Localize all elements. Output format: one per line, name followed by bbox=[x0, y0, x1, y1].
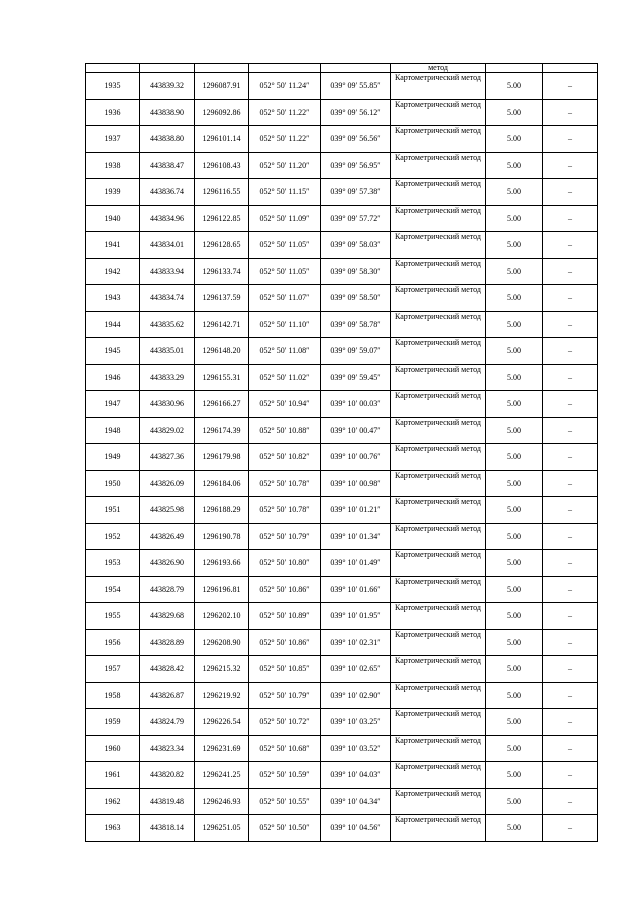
cell-y: 1296148.20 bbox=[195, 338, 249, 365]
cell-accuracy: 5.00 bbox=[486, 576, 543, 603]
cell-latitude: 052° 50′ 11.02″ bbox=[249, 364, 321, 391]
cell-note: – bbox=[543, 258, 598, 285]
cell-accuracy: 5.00 bbox=[486, 285, 543, 312]
cell-point-number: 1941 bbox=[86, 232, 140, 259]
cell-y: 1296215.32 bbox=[195, 656, 249, 683]
cell-note: – bbox=[543, 735, 598, 762]
cell-method: Картометрический метод bbox=[391, 682, 486, 709]
cell-y: 1296246.93 bbox=[195, 788, 249, 815]
cell-accuracy: 5.00 bbox=[486, 338, 543, 365]
cell-note: – bbox=[543, 682, 598, 709]
cell-accuracy: 5.00 bbox=[486, 391, 543, 418]
cell-x: 443838.80 bbox=[140, 126, 195, 153]
cell-accuracy: 5.00 bbox=[486, 470, 543, 497]
cell-method: Картометрический метод bbox=[391, 735, 486, 762]
cell-accuracy: 5.00 bbox=[486, 762, 543, 789]
table-row bbox=[86, 126, 598, 153]
cell-x: 443824.79 bbox=[140, 709, 195, 736]
cell-point-number: 1951 bbox=[86, 497, 140, 524]
cell-y: 1296226.54 bbox=[195, 709, 249, 736]
cell-latitude: 052° 50′ 10.89″ bbox=[249, 603, 321, 630]
cell-latitude: 052° 50′ 10.86″ bbox=[249, 629, 321, 656]
cell-accuracy: 5.00 bbox=[486, 152, 543, 179]
cell-longitude: 039° 10′ 04.56″ bbox=[321, 815, 391, 842]
cell-x: 443826.90 bbox=[140, 550, 195, 577]
cell-y: 1296241.25 bbox=[195, 762, 249, 789]
cell-latitude: 052° 50′ 10.59″ bbox=[249, 762, 321, 789]
cell-point-number: 1963 bbox=[86, 815, 140, 842]
cell-method: Картометрический метод bbox=[391, 762, 486, 789]
cell-x: 443838.47 bbox=[140, 152, 195, 179]
cell-point-number: 1958 bbox=[86, 682, 140, 709]
cell-note: – bbox=[543, 762, 598, 789]
cell-y: 1296155.31 bbox=[195, 364, 249, 391]
cell-longitude: 039° 09′ 56.95″ bbox=[321, 152, 391, 179]
cell-method: Картометрический метод bbox=[391, 815, 486, 842]
cell-point-number: 1956 bbox=[86, 629, 140, 656]
cell-latitude: 052° 50′ 10.79″ bbox=[249, 682, 321, 709]
cell-longitude: 039° 09′ 56.56″ bbox=[321, 126, 391, 153]
cell-latitude: 052° 50′ 10.72″ bbox=[249, 709, 321, 736]
cell-latitude: 052° 50′ 11.22″ bbox=[249, 99, 321, 126]
cell-latitude: 052° 50′ 10.78″ bbox=[249, 470, 321, 497]
cell-point-number: 1943 bbox=[86, 285, 140, 312]
cell-y: 1296219.92 bbox=[195, 682, 249, 709]
cell-note: – bbox=[543, 523, 598, 550]
cell-latitude: 052° 50′ 10.78″ bbox=[249, 497, 321, 524]
table-row bbox=[86, 311, 598, 338]
cell-method: Картометрический метод bbox=[391, 523, 486, 550]
table-row bbox=[86, 179, 598, 206]
cell-longitude: 039° 10′ 04.03″ bbox=[321, 762, 391, 789]
cell-x: 443835.01 bbox=[140, 338, 195, 365]
table-row bbox=[86, 762, 598, 789]
cell-method: Картометрический метод bbox=[391, 444, 486, 471]
cell-longitude: 039° 09′ 58.03″ bbox=[321, 232, 391, 259]
cell-accuracy: 5.00 bbox=[486, 550, 543, 577]
table-row bbox=[86, 576, 598, 603]
cell-longitude: 039° 09′ 58.30″ bbox=[321, 258, 391, 285]
cell-method: Картометрический метод bbox=[391, 656, 486, 683]
table-row bbox=[86, 550, 598, 577]
cell-point-number: 1945 bbox=[86, 338, 140, 365]
cell-longitude: 039° 09′ 58.50″ bbox=[321, 285, 391, 312]
cell-point-number: 1960 bbox=[86, 735, 140, 762]
cell-note: – bbox=[543, 364, 598, 391]
cell-latitude: 052° 50′ 10.68″ bbox=[249, 735, 321, 762]
cell-accuracy: 5.00 bbox=[486, 815, 543, 842]
cell-longitude: 039° 09′ 59.07″ bbox=[321, 338, 391, 365]
cell-x: 443819.48 bbox=[140, 788, 195, 815]
cell-y: 1296087.91 bbox=[195, 73, 249, 100]
table-row bbox=[86, 417, 598, 444]
cell-note: – bbox=[543, 788, 598, 815]
cell-y: 1296142.71 bbox=[195, 311, 249, 338]
cell-y: 1296184.06 bbox=[195, 470, 249, 497]
cell-x: 443833.29 bbox=[140, 364, 195, 391]
cell-latitude: 052° 50′ 11.15″ bbox=[249, 179, 321, 206]
cell-method: Картометрический метод bbox=[391, 205, 486, 232]
cell-x: 443838.90 bbox=[140, 99, 195, 126]
cell-accuracy: 5.00 bbox=[486, 629, 543, 656]
cell-latitude: 052° 50′ 10.88″ bbox=[249, 417, 321, 444]
cell-longitude: 039° 09′ 58.78″ bbox=[321, 311, 391, 338]
cell-latitude: 052° 50′ 10.82″ bbox=[249, 444, 321, 471]
cell-note: – bbox=[543, 815, 598, 842]
cell-method: Картометрический метод bbox=[391, 152, 486, 179]
cell-y: 1296179.98 bbox=[195, 444, 249, 471]
cell-note: – bbox=[543, 73, 598, 100]
cell-latitude: 052° 50′ 11.05″ bbox=[249, 232, 321, 259]
cell-point-number: 1937 bbox=[86, 126, 140, 153]
cell-point-number: 1935 bbox=[86, 73, 140, 100]
cell-y: 1296166.27 bbox=[195, 391, 249, 418]
cell-latitude: 052° 50′ 11.07″ bbox=[249, 285, 321, 312]
continuation-row bbox=[86, 64, 598, 73]
cell-longitude: 039° 10′ 03.52″ bbox=[321, 735, 391, 762]
cell-longitude bbox=[321, 64, 391, 73]
cell-y: 1296193.66 bbox=[195, 550, 249, 577]
cell-note: – bbox=[543, 338, 598, 365]
cell-y: 1296174.39 bbox=[195, 417, 249, 444]
cell-accuracy: 5.00 bbox=[486, 656, 543, 683]
table-row bbox=[86, 682, 598, 709]
cell-note: – bbox=[543, 576, 598, 603]
cell-point-number bbox=[86, 64, 140, 73]
table-row bbox=[86, 391, 598, 418]
cell-method: Картометрический метод bbox=[391, 417, 486, 444]
cell-accuracy: 5.00 bbox=[486, 126, 543, 153]
cell-x: 443830.96 bbox=[140, 391, 195, 418]
cell-point-number: 1936 bbox=[86, 99, 140, 126]
cell-y: 1296101.14 bbox=[195, 126, 249, 153]
cell-longitude: 039° 09′ 56.12″ bbox=[321, 99, 391, 126]
cell-accuracy: 5.00 bbox=[486, 232, 543, 259]
cell-longitude: 039° 10′ 01.95″ bbox=[321, 603, 391, 630]
cell-accuracy: 5.00 bbox=[486, 709, 543, 736]
cell-x: 443827.36 bbox=[140, 444, 195, 471]
table-row bbox=[86, 364, 598, 391]
cell-latitude: 052° 50′ 10.94″ bbox=[249, 391, 321, 418]
cell-point-number: 1949 bbox=[86, 444, 140, 471]
cell-point-number: 1942 bbox=[86, 258, 140, 285]
cell-method: Картометрический метод bbox=[391, 470, 486, 497]
cell-accuracy: 5.00 bbox=[486, 788, 543, 815]
cell-method: Картометрический метод bbox=[391, 338, 486, 365]
cell-y: 1296122.85 bbox=[195, 205, 249, 232]
cell-x: 443839.32 bbox=[140, 73, 195, 100]
cell-point-number: 1954 bbox=[86, 576, 140, 603]
table-row bbox=[86, 258, 598, 285]
cell-latitude: 052° 50′ 10.86″ bbox=[249, 576, 321, 603]
cell-point-number: 1955 bbox=[86, 603, 140, 630]
cell-latitude: 052° 50′ 11.05″ bbox=[249, 258, 321, 285]
cell-note: – bbox=[543, 470, 598, 497]
cell-longitude: 039° 10′ 00.76″ bbox=[321, 444, 391, 471]
cell-longitude: 039° 10′ 01.34″ bbox=[321, 523, 391, 550]
table-row bbox=[86, 444, 598, 471]
cell-accuracy: 5.00 bbox=[486, 523, 543, 550]
cell-point-number: 1940 bbox=[86, 205, 140, 232]
cell-x bbox=[140, 64, 195, 73]
table-row bbox=[86, 629, 598, 656]
cell-longitude: 039° 10′ 01.66″ bbox=[321, 576, 391, 603]
table-row bbox=[86, 152, 598, 179]
table-body bbox=[86, 64, 598, 842]
cell-method: Картометрический метод bbox=[391, 497, 486, 524]
cell-y: 1296196.81 bbox=[195, 576, 249, 603]
cell-latitude: 052° 50′ 10.55″ bbox=[249, 788, 321, 815]
cell-note: – bbox=[543, 179, 598, 206]
cell-note: – bbox=[543, 126, 598, 153]
cell-y: 1296128.65 bbox=[195, 232, 249, 259]
cell-accuracy: 5.00 bbox=[486, 417, 543, 444]
table-row bbox=[86, 205, 598, 232]
cell-y: 1296231.69 bbox=[195, 735, 249, 762]
cell-y: 1296116.55 bbox=[195, 179, 249, 206]
cell-x: 443834.74 bbox=[140, 285, 195, 312]
cell-accuracy: 5.00 bbox=[486, 682, 543, 709]
cell-point-number: 1939 bbox=[86, 179, 140, 206]
cell-x: 443826.87 bbox=[140, 682, 195, 709]
cell-method: Картометрический метод bbox=[391, 391, 486, 418]
cell-point-number: 1952 bbox=[86, 523, 140, 550]
cell-note: – bbox=[543, 603, 598, 630]
cell-x: 443818.14 bbox=[140, 815, 195, 842]
cell-y: 1296092.86 bbox=[195, 99, 249, 126]
table-row bbox=[86, 735, 598, 762]
cell-y bbox=[195, 64, 249, 73]
cell-longitude: 039° 10′ 04.34″ bbox=[321, 788, 391, 815]
table-row bbox=[86, 603, 598, 630]
cell-x: 443820.82 bbox=[140, 762, 195, 789]
cell-point-number: 1961 bbox=[86, 762, 140, 789]
cell-note: – bbox=[543, 656, 598, 683]
cell-note: – bbox=[543, 232, 598, 259]
cell-point-number: 1944 bbox=[86, 311, 140, 338]
cell-point-number: 1946 bbox=[86, 364, 140, 391]
table-row bbox=[86, 99, 598, 126]
cell-accuracy: 5.00 bbox=[486, 364, 543, 391]
cell-note: – bbox=[543, 709, 598, 736]
cell-accuracy: 5.00 bbox=[486, 444, 543, 471]
cell-method: Картометрический метод bbox=[391, 258, 486, 285]
cell-latitude: 052° 50′ 10.85″ bbox=[249, 656, 321, 683]
cell-method: Картометрический метод bbox=[391, 285, 486, 312]
cell-point-number: 1953 bbox=[86, 550, 140, 577]
cell-note: – bbox=[543, 311, 598, 338]
coordinates-table bbox=[85, 63, 598, 842]
cell-longitude: 039° 09′ 57.72″ bbox=[321, 205, 391, 232]
table-row bbox=[86, 815, 598, 842]
cell-accuracy: 5.00 bbox=[486, 73, 543, 100]
cell-longitude: 039° 09′ 57.38″ bbox=[321, 179, 391, 206]
cell-y: 1296202.10 bbox=[195, 603, 249, 630]
cell-note: – bbox=[543, 205, 598, 232]
cell-method: Картометрический метод bbox=[391, 179, 486, 206]
cell-point-number: 1947 bbox=[86, 391, 140, 418]
cell-longitude: 039° 10′ 01.21″ bbox=[321, 497, 391, 524]
cell-longitude: 039° 10′ 03.25″ bbox=[321, 709, 391, 736]
cell-x: 443826.09 bbox=[140, 470, 195, 497]
cell-accuracy: 5.00 bbox=[486, 497, 543, 524]
cell-note: – bbox=[543, 99, 598, 126]
cell-y: 1296251.05 bbox=[195, 815, 249, 842]
cell-accuracy: 5.00 bbox=[486, 311, 543, 338]
cell-method: Картометрический метод bbox=[391, 364, 486, 391]
cell-latitude: 052° 50′ 11.22″ bbox=[249, 126, 321, 153]
cell-method: Картометрический метод bbox=[391, 232, 486, 259]
cell-x: 443836.74 bbox=[140, 179, 195, 206]
cell-note: – bbox=[543, 417, 598, 444]
cell-point-number: 1938 bbox=[86, 152, 140, 179]
cell-x: 443835.62 bbox=[140, 311, 195, 338]
table-row bbox=[86, 709, 598, 736]
cell-longitude: 039° 09′ 55.85″ bbox=[321, 73, 391, 100]
cell-note: – bbox=[543, 391, 598, 418]
cell-method: Картометрический метод bbox=[391, 126, 486, 153]
cell-method: Картометрический метод bbox=[391, 73, 486, 100]
cell-method: Картометрический метод bbox=[391, 550, 486, 577]
cell-latitude bbox=[249, 64, 321, 73]
cell-latitude: 052° 50′ 11.09″ bbox=[249, 205, 321, 232]
cell-note: – bbox=[543, 444, 598, 471]
cell-y: 1296133.74 bbox=[195, 258, 249, 285]
cell-longitude: 039° 10′ 02.90″ bbox=[321, 682, 391, 709]
cell-method: Картометрический метод bbox=[391, 629, 486, 656]
table-row bbox=[86, 73, 598, 100]
cell-point-number: 1962 bbox=[86, 788, 140, 815]
cell-accuracy bbox=[486, 64, 543, 73]
table-row bbox=[86, 656, 598, 683]
cell-y: 1296190.78 bbox=[195, 523, 249, 550]
cell-x: 443829.02 bbox=[140, 417, 195, 444]
table-row bbox=[86, 232, 598, 259]
cell-latitude: 052° 50′ 11.08″ bbox=[249, 338, 321, 365]
cell-method: Картометрический метод bbox=[391, 311, 486, 338]
table-row bbox=[86, 497, 598, 524]
cell-latitude: 052° 50′ 10.80″ bbox=[249, 550, 321, 577]
cell-longitude: 039° 10′ 00.98″ bbox=[321, 470, 391, 497]
cell-x: 443826.49 bbox=[140, 523, 195, 550]
table-row bbox=[86, 285, 598, 312]
table-row bbox=[86, 470, 598, 497]
cell-longitude: 039° 10′ 01.49″ bbox=[321, 550, 391, 577]
cell-note: – bbox=[543, 497, 598, 524]
cell-longitude: 039° 10′ 02.31″ bbox=[321, 629, 391, 656]
cell-x: 443823.34 bbox=[140, 735, 195, 762]
cell-accuracy: 5.00 bbox=[486, 99, 543, 126]
table-row bbox=[86, 523, 598, 550]
cell-point-number: 1948 bbox=[86, 417, 140, 444]
cell-x: 443828.79 bbox=[140, 576, 195, 603]
cell-longitude: 039° 10′ 00.03″ bbox=[321, 391, 391, 418]
cell-note: – bbox=[543, 285, 598, 312]
cell-x: 443825.98 bbox=[140, 497, 195, 524]
cell-note bbox=[543, 64, 598, 73]
cell-longitude: 039° 09′ 59.45″ bbox=[321, 364, 391, 391]
cell-y: 1296137.59 bbox=[195, 285, 249, 312]
cell-latitude: 052° 50′ 11.20″ bbox=[249, 152, 321, 179]
cell-latitude: 052° 50′ 10.50″ bbox=[249, 815, 321, 842]
cell-method: метод bbox=[391, 64, 486, 73]
cell-y: 1296188.29 bbox=[195, 497, 249, 524]
cell-method: Картометрический метод bbox=[391, 576, 486, 603]
cell-method: Картометрический метод bbox=[391, 603, 486, 630]
cell-x: 443834.01 bbox=[140, 232, 195, 259]
cell-point-number: 1950 bbox=[86, 470, 140, 497]
table-row bbox=[86, 338, 598, 365]
cell-method: Картометрический метод bbox=[391, 788, 486, 815]
cell-latitude: 052° 50′ 10.79″ bbox=[249, 523, 321, 550]
cell-x: 443833.94 bbox=[140, 258, 195, 285]
cell-point-number: 1959 bbox=[86, 709, 140, 736]
cell-latitude: 052° 50′ 11.24″ bbox=[249, 73, 321, 100]
cell-point-number: 1957 bbox=[86, 656, 140, 683]
cell-note: – bbox=[543, 629, 598, 656]
cell-note: – bbox=[543, 152, 598, 179]
cell-method: Картометрический метод bbox=[391, 709, 486, 736]
table-row bbox=[86, 788, 598, 815]
cell-x: 443828.42 bbox=[140, 656, 195, 683]
cell-longitude: 039° 10′ 00.47″ bbox=[321, 417, 391, 444]
cell-latitude: 052° 50′ 11.10″ bbox=[249, 311, 321, 338]
cell-longitude: 039° 10′ 02.65″ bbox=[321, 656, 391, 683]
cell-accuracy: 5.00 bbox=[486, 258, 543, 285]
cell-x: 443834.96 bbox=[140, 205, 195, 232]
cell-method: Картометрический метод bbox=[391, 99, 486, 126]
cell-y: 1296108.43 bbox=[195, 152, 249, 179]
cell-y: 1296208.90 bbox=[195, 629, 249, 656]
cell-accuracy: 5.00 bbox=[486, 735, 543, 762]
cell-x: 443828.89 bbox=[140, 629, 195, 656]
cell-accuracy: 5.00 bbox=[486, 179, 543, 206]
cell-accuracy: 5.00 bbox=[486, 205, 543, 232]
cell-x: 443829.68 bbox=[140, 603, 195, 630]
cell-note: – bbox=[543, 550, 598, 577]
cell-accuracy: 5.00 bbox=[486, 603, 543, 630]
